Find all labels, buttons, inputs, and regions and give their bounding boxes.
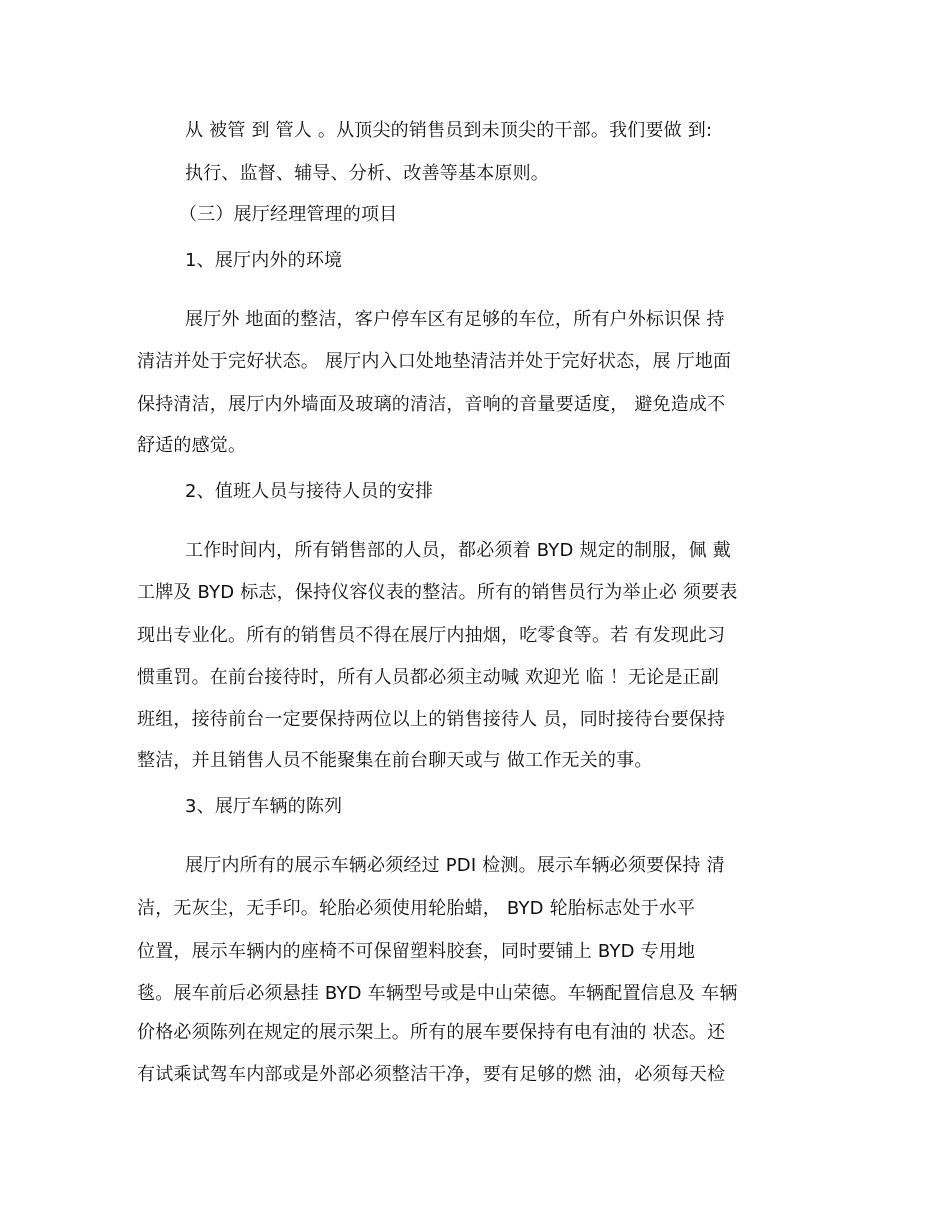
text-line: 有试乘试驾车内部或是外部必须整洁干净，要有足够的燃 油，必须每天检 (137, 1064, 726, 1085)
text-line: 价格必须陈列在规定的展示架上。所有的展车要保持有电有油的 状态。还 (137, 1022, 726, 1043)
text-line: 毯。展车前后必须悬挂 BYD 车辆型号或是中山荣德。车辆配置信息及 车辆 (137, 983, 738, 1004)
text-line: 从 被管 到 管人 。从顶尖的销售员到未顶尖的干部。我们要做 到: (185, 120, 713, 141)
text-line: 舒适的感觉。 (137, 435, 247, 456)
text-line: 洁，无灰尘，无手印。轮胎必须使用轮胎蜡， BYD 轮胎标志处于水平 (137, 898, 696, 919)
text-line: 惯重罚。在前台接待时，所有人员都必须主动喊 欢迎光 临 ！无论是正副 (137, 667, 719, 688)
text-line: 执行、监督、辅导、分析、改善等基本原则。 (185, 163, 549, 184)
text-line: 整洁，并且销售人员不能聚集在前台聊天或与 做工作无关的事。 (137, 750, 653, 771)
subsection-heading: 1、展厅内外的环境 (185, 250, 343, 271)
subsection-heading: 2、值班人员与接待人员的安排 (185, 481, 434, 502)
text-line: 展厅内所有的展示车辆必须经过 PDI 检测。展示车辆必须要保持 清 (185, 855, 725, 876)
text-line: 展厅外 地面的整洁，客户停车区有足够的车位，所有户外标识保 持 (185, 309, 725, 330)
text-line: 工作时间内，所有销售部的人员，都必须着 BYD 规定的制服，佩 戴 (185, 540, 731, 561)
text-line: 现出专业化。所有的销售员不得在展厅内抽烟，吃零食等。若 有发现此习 (137, 625, 726, 646)
text-line: 保持清洁，展厅内外墙面及玻璃的清洁，音响的音量要适度， 避免造成不 (137, 394, 726, 415)
text-line: 班组，接待前台一定要保持两位以上的销售接待人 员，同时接待台要保持 (137, 709, 726, 730)
text-line: 清洁并处于完好状态。 展厅内入口处地垫清洁并处于完好状态，展 厅地面 (137, 351, 732, 372)
subsection-heading: 3、展厅车辆的陈列 (185, 796, 343, 817)
text-line: 位置，展示车辆内的座椅不可保留塑料胶套，同时要铺上 BYD 专用地 (137, 941, 696, 962)
text-line: 工牌及 BYD 标志，保持仪容仪表的整洁。所有的销售员行为举止必 须要表 (137, 582, 738, 603)
section-heading: （三）展厅经理管理的项目 (179, 204, 398, 225)
